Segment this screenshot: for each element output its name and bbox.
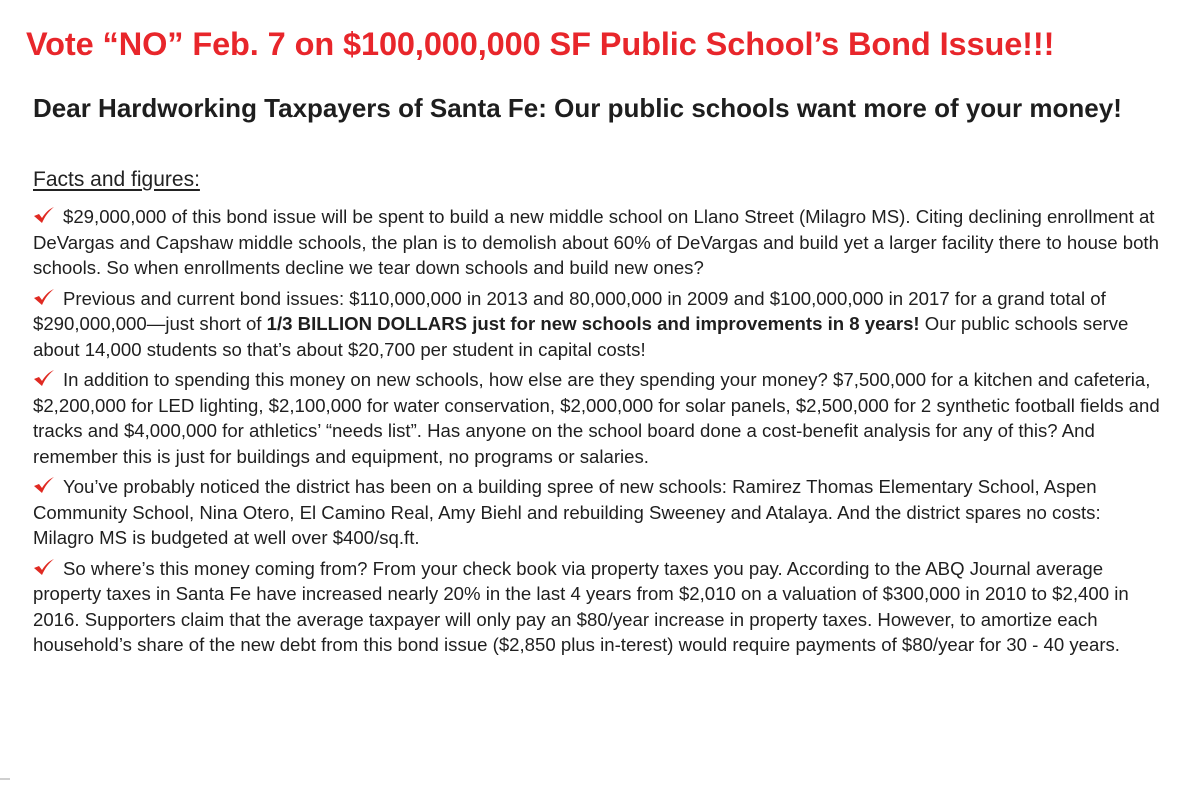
scan-edge-mark bbox=[0, 778, 10, 780]
fact-text-bold: 1/3 BILLION DOLLARS just for new schools and improvements in 8 years! bbox=[266, 313, 920, 334]
facts-heading: Facts and figures: bbox=[33, 168, 200, 191]
checkmark-icon bbox=[33, 369, 55, 387]
fact-text-after: Our public schools serve about 14,000 students so that’s about $20,700 per student in capital costs! bbox=[33, 313, 1129, 360]
fact-text bbox=[33, 288, 1128, 360]
fact-text: In addition to spending this money on new schools, how else are they spending your money? $7,500,000 for a kitchen and cafeteria, $2,200,000 for LED lighting, $2,100,000 for water conservation, $2,000,000 for solar panels, $2,500,000 for 2 synthetic football fields and tracks and $4,000,000 for athletics’ “needs list”. Has anyone on the school board done a cost-benefit analysis for any of this? And remember this is just for buildings and equipment, no programs or salaries. bbox=[33, 369, 1160, 467]
subhead: Dear Hardworking Taxpayers of Santa Fe: Our public schools want more of your money! bbox=[33, 93, 1122, 123]
headline: Vote “NO” Feb. 7 on $100,000,000 SF Public School’s Bond Issue!!! bbox=[26, 26, 1055, 62]
fact-item bbox=[33, 556, 1163, 658]
checkmark-icon bbox=[33, 558, 55, 576]
fact-text: You’ve probably noticed the district has been on a building spree of new schools: Ramirez Thomas Elementary School, Aspen Community School, Nina Otero, El Camino Real, Amy Biehl and rebuilding Sweeney and Atalaya. And the district spares no costs: Milagro MS is budgeted at well over $400/sq.ft. bbox=[33, 476, 1101, 548]
checkmark-icon bbox=[33, 206, 55, 224]
checkmark-icon bbox=[33, 288, 55, 306]
checkmark-icon bbox=[33, 476, 55, 494]
facts-list bbox=[33, 204, 1163, 663]
fact-item bbox=[33, 367, 1163, 469]
fact-item bbox=[33, 474, 1163, 551]
fact-text-before: Previous and current bond issues: $110,000,000 in 2013 and 80,000,000 in 2009 and $100,000,000 in 2017 for a grand total of $290,000,000—just short of bbox=[33, 287, 1106, 334]
fact-item bbox=[33, 286, 1163, 363]
fact-item bbox=[33, 204, 1163, 281]
fact-text: So where’s this money coming from? From your check book via property taxes you pay. According to the ABQ Journal average property taxes in Santa Fe have increased nearly 20% in the last 4 years from $2,010 on a valuation of $300,000 in 2010 to $2,400 in 2016. Supporters claim that the average taxpayer will only pay an $80/year increase in property taxes. However, to amortize each household’s share of the new debt from this bond issue ($2,850 plus in-terest) would require payments of $80/year for 30 - 40 years. bbox=[33, 557, 1129, 655]
fact-text: $29,000,000 of this bond issue will be spent to build a new middle school on Llano Street (Milagro MS). Citing declining enrollment at DeVargas and Capshaw middle schools, the plan is to demolish about 60% of DeVargas and build yet a larger facility there to house both schools. So when enrollments decline we tear down schools and build new ones? bbox=[33, 206, 1159, 278]
